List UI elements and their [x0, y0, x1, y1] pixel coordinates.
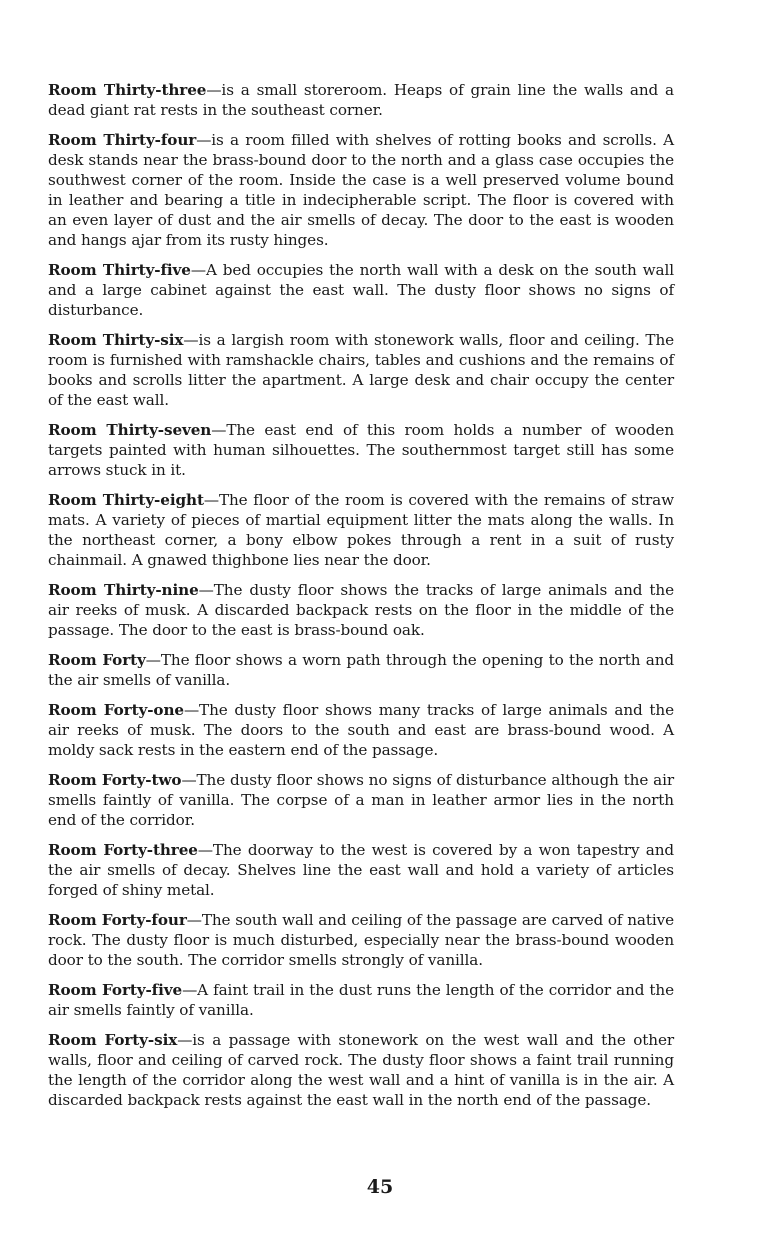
room-name: Room Forty-one [48, 701, 184, 719]
room-name: Room Forty-six [48, 1031, 178, 1049]
room-description: —A faint trail in the dust runs the length of the corridor and the air smells faintly of vanilla. [48, 981, 674, 1019]
room-name: Room Forty-five [48, 981, 183, 999]
page-number: 45 [366, 1176, 394, 1198]
room-description: —is a passage with stonework on the west wall and the other walls, floor and ceiling of carved rock. The dusty floor shows a faint trail running the length of the corridor along the west wall and a hint of vanilla is in the air. A discarded backpack rests against the east wall in the north end of the passage. [48, 1031, 674, 1109]
room-name: Room Forty-four [48, 911, 187, 929]
room-description: —The floor of the room is covered with the remains of straw mats. A variety of pieces of martial equipment litter the mats along the walls. In the northeast corner, a bony elbow pokes through a rent in a suit of rusty chainmail. A gnawed thighbone lies near the door. [48, 491, 674, 569]
room-description: —is a room filled with shelves of rotting books and scrolls. A desk stands near the brass-bound door to the north and a glass case occupies the southwest corner of the room. Inside the case is a well preserved volume bound in leather and bearing a title in indecipherable script. The floor is covered with an even layer of dust and the air smells of decay. The door to the east is wooden and hangs ajar from its rusty hinges. [48, 131, 675, 249]
room-name: Room Forty [48, 651, 146, 669]
room-name: Room Thirty-four [48, 131, 197, 149]
room-name: Room Thirty-eight [48, 491, 204, 509]
room-name: Room Thirty-five [48, 261, 191, 279]
room-description: —The dusty floor shows no signs of disturbance although the air smells faintly of vanilla. The corpse of a man in leather armor lies in the north end of the corridor. [48, 771, 674, 829]
room-entry-45 [48, 980, 674, 1020]
room-description: —The doorway to the west is covered by a won tapestry and the air smells of decay. Shelves line the east wall and hold a variety of articles forged of shiny metal. [48, 841, 675, 899]
page-body [48, 80, 674, 1120]
room-description: —The dusty floor shows the tracks of large animals and the air reeks of musk. A discarded backpack rests on the floor in the middle of the passage. The door to the east is brass-bound oak. [48, 581, 674, 639]
room-name: Room Thirty-three [48, 81, 207, 99]
room-entry-43 [48, 840, 674, 900]
room-description: —is a small storeroom. Heaps of grain line the walls and a dead giant rat rests in the southeast corner. [48, 81, 674, 119]
room-name: Room Forty-three [48, 841, 198, 859]
room-entry-46 [48, 1030, 674, 1110]
room-entry-41 [48, 700, 674, 760]
room-entry-35 [48, 260, 674, 320]
room-description: —A bed occupies the north wall with a desk on the south wall and a large cabinet against the east wall. The dusty floor shows no signs of disturbance. [48, 261, 674, 319]
room-name: Room Thirty-nine [48, 581, 199, 599]
room-entry-39 [48, 580, 674, 640]
room-name: Room Thirty-six [48, 331, 184, 349]
room-entry-40 [48, 650, 674, 690]
room-description: —is a largish room with stonework walls, floor and ceiling. The room is furnished with ramshackle chairs, tables and cushions and the remains of books and scrolls litter the apartment. A large desk and chair occupy the center of the east wall. [48, 331, 675, 409]
room-name: Room Forty-two [48, 771, 182, 789]
room-entry-38 [48, 490, 674, 570]
room-entry-34 [48, 130, 674, 250]
room-description: —The south wall and ceiling of the passage are carved of native rock. The dusty floor is much disturbed, especially near the brass-bound wooden door to the south. The corridor smells strongly of vanilla. [48, 911, 674, 969]
room-description: —The east end of this room holds a number of wooden targets painted with human silhouettes. The southernmost target still has some arrows stuck in it. [48, 421, 674, 479]
room-description: —The floor shows a worn path through the opening to the north and the air smells of vanilla. [48, 651, 674, 689]
room-entry-37 [48, 420, 674, 480]
room-entry-33 [48, 80, 674, 120]
room-entry-42 [48, 770, 674, 830]
room-name: Room Thirty-seven [48, 421, 212, 439]
room-entry-36 [48, 330, 674, 410]
room-entry-44 [48, 910, 674, 970]
room-description: —The dusty floor shows many tracks of large animals and the air reeks of musk. The doors to the south and east are brass-bound wood. A moldy sack rests in the eastern end of the passage. [48, 701, 674, 759]
